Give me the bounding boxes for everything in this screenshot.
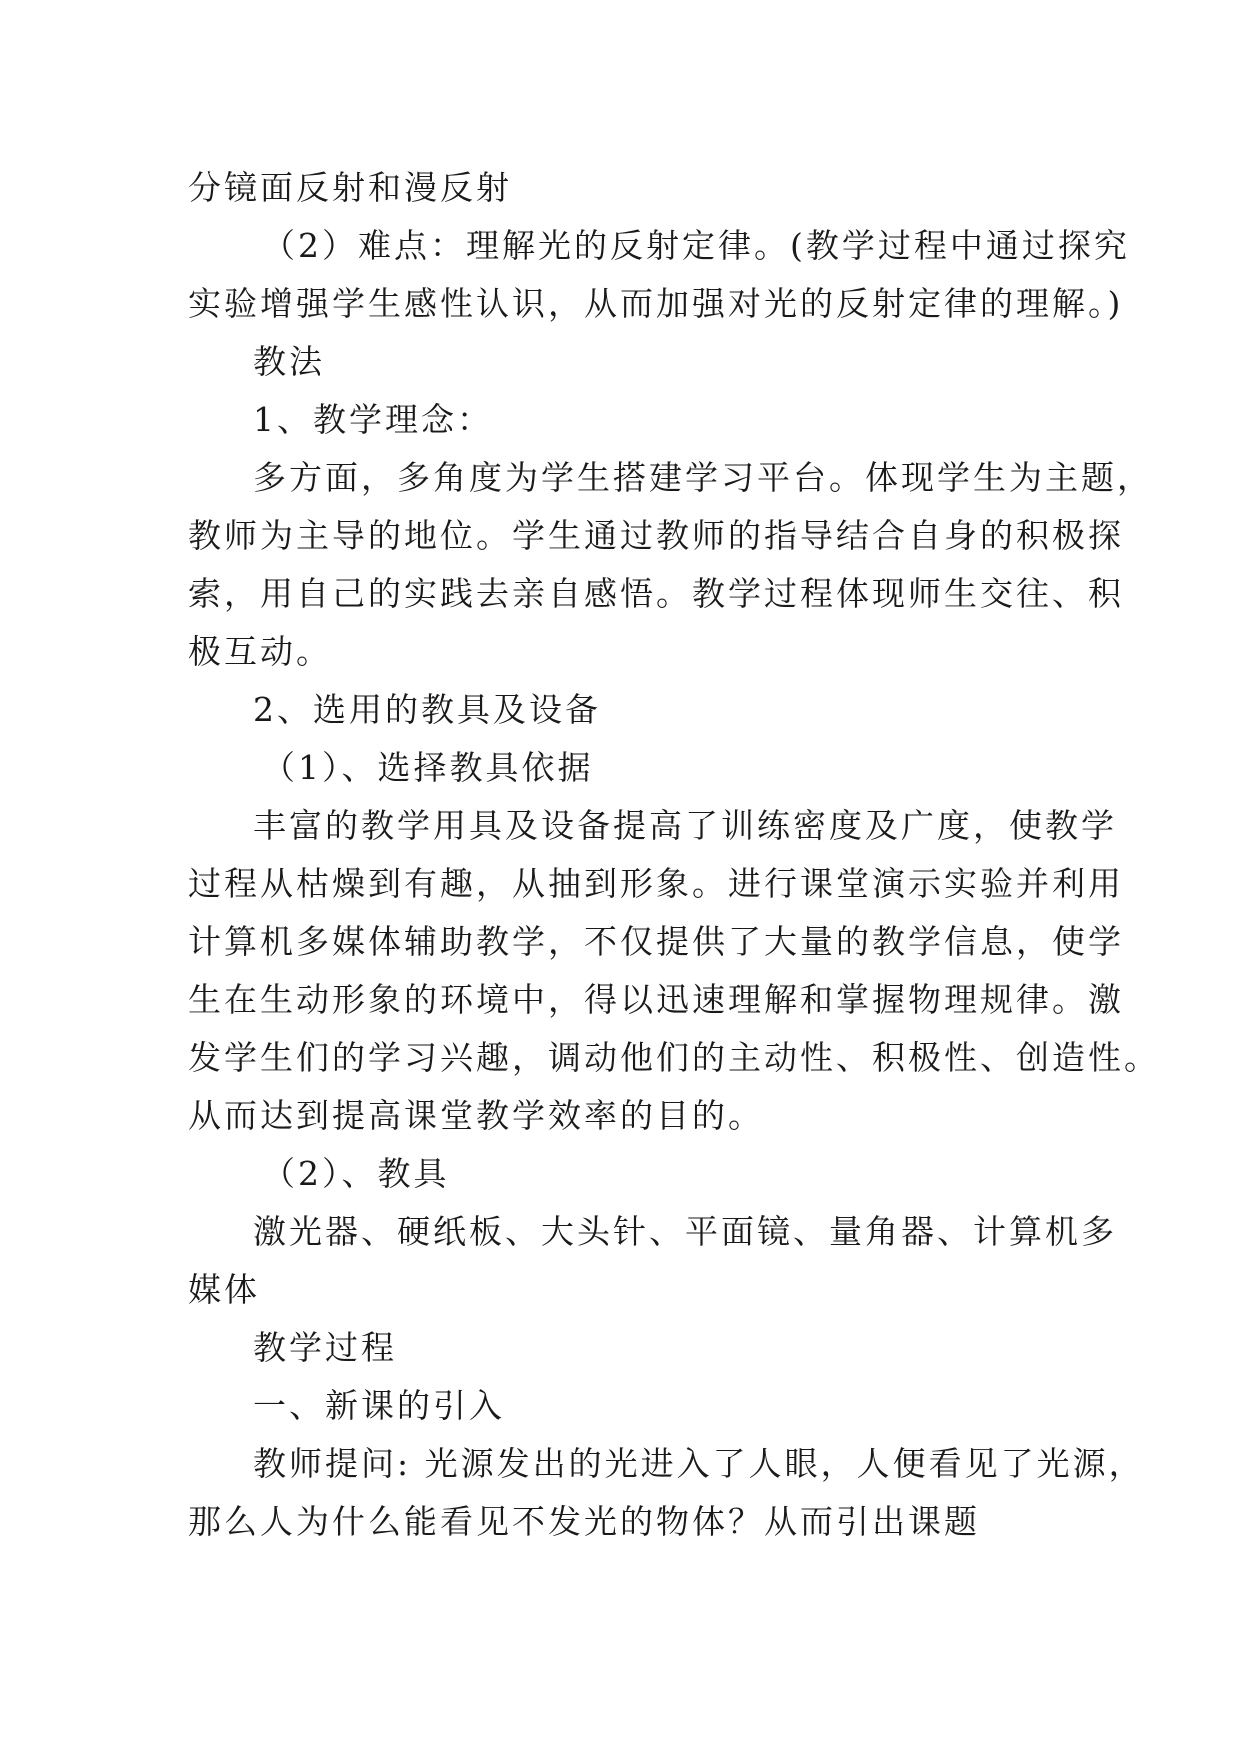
text-line: 发学生们的学习兴趣，调动他们的主动性、积极性、创造性。 [188,1038,1160,1077]
text-line: 从而达到提高课堂教学效率的目的。 [188,1096,764,1135]
text-line: 极互动。 [188,632,332,671]
section-heading: 教学过程 [253,1328,397,1367]
text-line: 一、新课的引入 [253,1386,505,1425]
text-line: 教师提问: 光源发出的光进入了人眼，人便看见了光源， [253,1444,1145,1483]
text-line: 索，用自己的实践去亲自感悟。教学过程体现师生交往、积 [188,574,1124,613]
text-line: 那么人为什么能看见不发光的物体？从而引出课题 [188,1502,980,1541]
text-line: （2）、教具 [262,1154,450,1193]
text-line: 生在生动形象的环境中，得以迅速理解和掌握物理规律。激 [188,980,1124,1019]
text-line: 丰富的教学用具及设备提高了训练密度及广度，使教学 [253,806,1117,845]
text-line: 分镜面反射和漫反射 [188,168,512,207]
text-line: 多方面，多角度为学生搭建学习平台。体现学生为主题， [253,458,1153,497]
text-line: 媒体 [188,1270,260,1309]
text-line: 实验增强学生感性认识，从而加强对光的反射定律的理解。) [188,284,1124,323]
text-line: 2、选用的教具及设备 [253,690,601,729]
text-line: 计算机多媒体辅助教学，不仅提供了大量的教学信息，使学 [188,922,1124,961]
text-line: 激光器、硬纸板、大头针、平面镜、量角器、计算机多 [253,1212,1117,1251]
section-heading: 教法 [253,342,325,381]
text-line: 1、教学理念： [253,400,493,439]
text-line: 过程从枯燥到有趣，从抽到形象。进行课堂演示实验并利用 [188,864,1124,903]
text-line: （1）、选择教具依据 [262,748,594,787]
text-line: 教师为主导的地位。学生通过教师的指导结合自身的积极探 [188,516,1124,555]
text-line: （2）难点：理解光的反射定律。(教学过程中通过探究 [262,226,1130,265]
